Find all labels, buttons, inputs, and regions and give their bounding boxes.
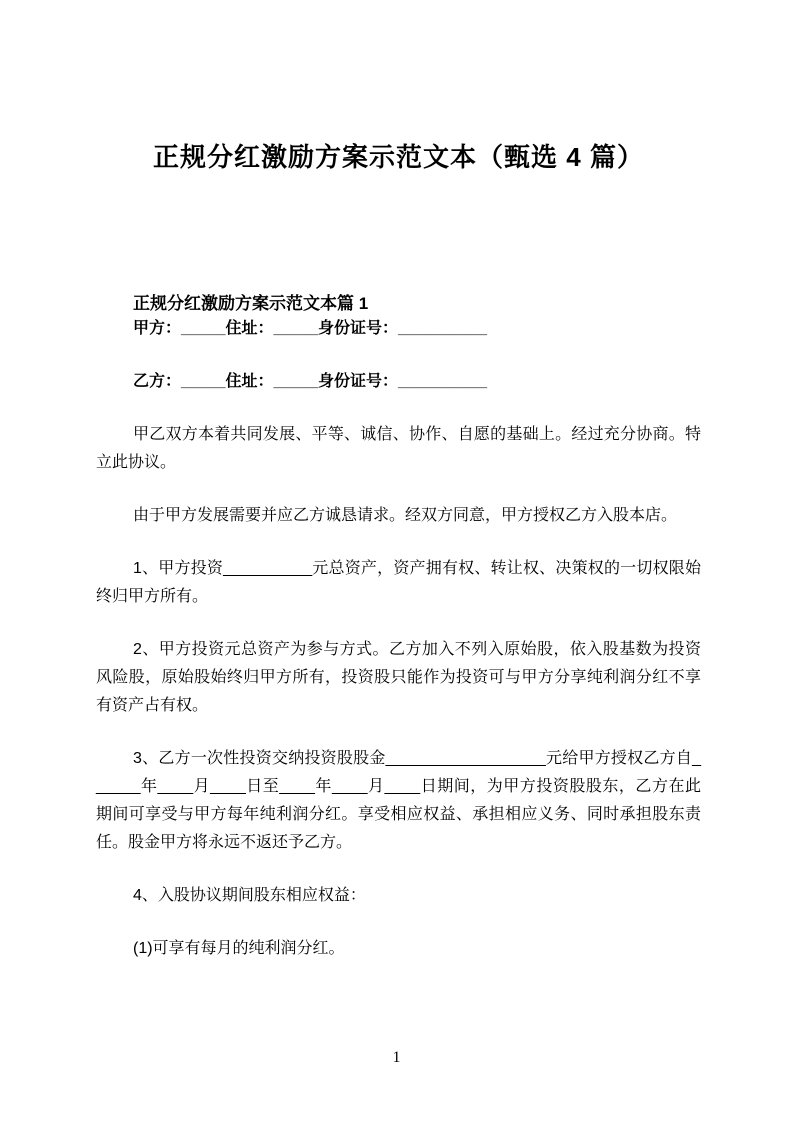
paragraph-clause-3: 3、乙方一次性投资交纳投资股股金__________________元给甲方授权乙方自______年____月____日至____年____月____日期间，为甲方投资股股东，乙方在此期间可享受与甲方每年纯利润分红。享受相应权益、承担相应义务、同时承担股东责任。股金甲方将永远不返还予乙方。 [96,750,701,851]
document-body [96,0,701,988]
paragraph-clause-1: 1、甲方投资__________元总资产，资产拥有权、转让权、决策权的一切权限始终归甲方所有。 [96,560,701,605]
party-b-line: 乙方：_____住址：_____身份证号：__________ [133,373,487,390]
paragraph-clause-4-item-1: (1)可享有每月的纯利润分红。 [133,940,345,957]
paragraph-clause-2: 2、甲方投资元总资产为参与方式。乙方加入不列入原始股，依入股基数为投资风险股，原始股始终归甲方所有，投资股只能作为投资可与甲方分享纯利润分红不享有资产占有权。 [96,641,701,714]
paragraph-authorization: 由于甲方发展需要并应乙方诚恳请求。经双方同意，甲方授权乙方入股本店。 [133,507,678,524]
paragraph-preamble: 甲乙双方本着共同发展、平等、诚信、协作、自愿的基础上。经过充分协商。特立此协议。 [96,426,701,471]
section-heading: 正规分红激励方案示范文本篇 1 [133,294,369,313]
paragraph-clause-4: 4、入股协议期间股东相应权益： [133,887,366,904]
document-title: 正规分红激励方案示范文本（甄选 4 篇） [153,142,644,172]
party-a-line: 甲方：_____住址：_____身份证号：__________ [133,320,487,337]
page-number: 1 [392,1049,401,1066]
